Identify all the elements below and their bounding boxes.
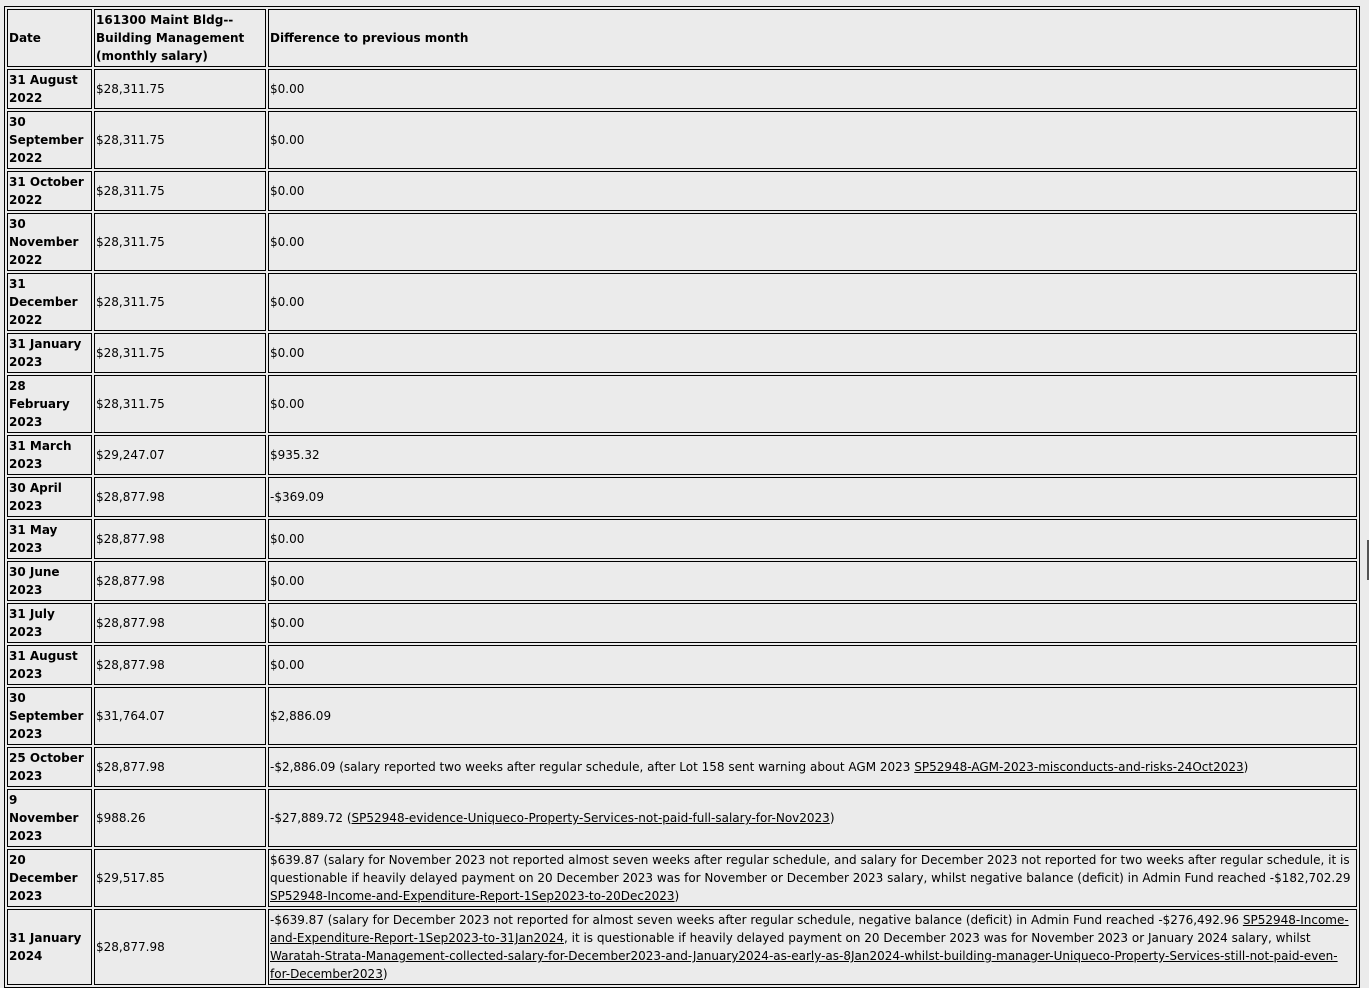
report-link[interactable]: SP52948-Income-and-Expenditure-Report-1Sep2023-to-31Jan2024 [270, 913, 1349, 945]
cell-date: 31 May 2023 [7, 519, 92, 559]
cell-date: 25 October 2023 [7, 747, 92, 787]
salary-table [4, 6, 1360, 988]
cell-salary: $28,877.98 [94, 747, 266, 787]
table-row [7, 213, 1357, 271]
cell-salary: $28,311.75 [94, 333, 266, 373]
cell-difference: $0.00 [268, 69, 1357, 109]
table-row [7, 111, 1357, 169]
table-row [7, 519, 1357, 559]
table-row [7, 333, 1357, 373]
cell-difference: $2,886.09 [268, 687, 1357, 745]
table-row [7, 645, 1357, 685]
table-row [7, 687, 1357, 745]
header-difference: Difference to previous month [268, 9, 1357, 67]
table-row [7, 747, 1357, 787]
cell-salary: $28,311.75 [94, 273, 266, 331]
header-row [7, 9, 1357, 67]
cell-difference [268, 789, 1357, 847]
cell-date: 31 August 2023 [7, 645, 92, 685]
cell-date: 30 April 2023 [7, 477, 92, 517]
difference-text: -$2,886.09 (salary reported two weeks after regular schedule, after Lot 158 sent warning about AGM 2023 [270, 760, 915, 774]
cell-date: 31 January 2024 [7, 909, 92, 985]
cell-difference: $935.32 [268, 435, 1357, 475]
difference-text: -$27,889.72 ( [270, 811, 352, 825]
cell-date: 30 June 2023 [7, 561, 92, 601]
cell-date: 20 December 2023 [7, 849, 92, 907]
cell-date: 31 December 2022 [7, 273, 92, 331]
cell-date: 30 September 2022 [7, 111, 92, 169]
cell-difference [268, 909, 1357, 985]
cell-salary: $28,877.98 [94, 561, 266, 601]
table-row [7, 909, 1357, 985]
cell-difference: $0.00 [268, 171, 1357, 211]
difference-text: $639.87 (salary for November 2023 not reported almost seven weeks after regular schedule, and salary for December 2023 not reported for two weeks after regular schedule, it is questionable if heavily delayed payment on 20 December 2023 was for November or December 2023 salary, whilst negative balance (deficit) in Admin Fund reached -$182,702.29 [270, 853, 1351, 885]
cell-salary: $28,311.75 [94, 375, 266, 433]
cell-date: 28 February 2023 [7, 375, 92, 433]
cell-difference [268, 747, 1357, 787]
difference-text: ) [382, 967, 388, 981]
cell-salary: $988.26 [94, 789, 266, 847]
cell-difference: $0.00 [268, 375, 1357, 433]
difference-text: ) [1243, 760, 1249, 774]
table-row [7, 375, 1357, 433]
table-row [7, 273, 1357, 331]
table-row [7, 561, 1357, 601]
cell-difference: $0.00 [268, 561, 1357, 601]
cell-difference: -$369.09 [268, 477, 1357, 517]
cell-difference: $0.00 [268, 273, 1357, 331]
difference-text: , it is questionable if heavily delayed payment on 20 December 2023 was for November 2023 or January 2024 salary, whilst [563, 931, 1311, 945]
table-row [7, 171, 1357, 211]
cell-salary: $28,311.75 [94, 69, 266, 109]
cell-date: 31 March 2023 [7, 435, 92, 475]
cell-salary: $28,877.98 [94, 519, 266, 559]
cell-salary: $28,877.98 [94, 645, 266, 685]
cell-difference: $0.00 [268, 111, 1357, 169]
cell-salary: $31,764.07 [94, 687, 266, 745]
cell-date: 31 August 2022 [7, 69, 92, 109]
cell-difference: $0.00 [268, 333, 1357, 373]
table-row [7, 849, 1357, 907]
report-link[interactable]: SP52948-Income-and-Expenditure-Report-1Sep2023-to-20Dec2023 [270, 889, 675, 903]
cell-salary: $29,247.07 [94, 435, 266, 475]
cell-difference [268, 849, 1357, 907]
cell-salary: $28,311.75 [94, 213, 266, 271]
cell-salary: $28,877.98 [94, 909, 266, 985]
table-row [7, 69, 1357, 109]
table-row [7, 435, 1357, 475]
cell-salary: $29,517.85 [94, 849, 266, 907]
difference-text: ) [674, 889, 680, 903]
header-salary: 161300 Maint Bldg--Building Management (monthly salary) [94, 9, 266, 67]
difference-text: -$639.87 (salary for December 2023 not reported for almost seven weeks after regular schedule, negative balance (deficit) in Admin Fund reached -$276,492.96 [270, 913, 1243, 927]
cell-date: 31 October 2022 [7, 171, 92, 211]
cell-difference: $0.00 [268, 645, 1357, 685]
cell-salary: $28,311.75 [94, 111, 266, 169]
cell-salary: $28,311.75 [94, 171, 266, 211]
cell-date: 30 September 2023 [7, 687, 92, 745]
cell-date: 31 July 2023 [7, 603, 92, 643]
report-link[interactable]: SP52948-evidence-Uniqueco-Property-Services-not-paid-full-salary-for-Nov2023 [351, 811, 830, 825]
report-link[interactable]: SP52948-AGM-2023-misconducts-and-risks-24Oct2023 [914, 760, 1244, 774]
table-row [7, 603, 1357, 643]
table-row [7, 477, 1357, 517]
cell-date: 30 November 2022 [7, 213, 92, 271]
header-date: Date [7, 9, 92, 67]
report-link[interactable]: Waratah-Strata-Management-collected-salary-for-December2023-and-January2024-as-early-as-8Jan2024-whilst-building-manager-Uniqueco-Property-Services-still-not-paid-even-for-December2023 [270, 949, 1338, 981]
cell-salary: $28,877.98 [94, 603, 266, 643]
table-row [7, 789, 1357, 847]
cell-date: 31 January 2023 [7, 333, 92, 373]
cell-difference: $0.00 [268, 603, 1357, 643]
cell-salary: $28,877.98 [94, 477, 266, 517]
cell-difference: $0.00 [268, 213, 1357, 271]
table-body [7, 69, 1357, 985]
cell-difference: $0.00 [268, 519, 1357, 559]
cell-date: 9 November 2023 [7, 789, 92, 847]
difference-text: ) [829, 811, 835, 825]
